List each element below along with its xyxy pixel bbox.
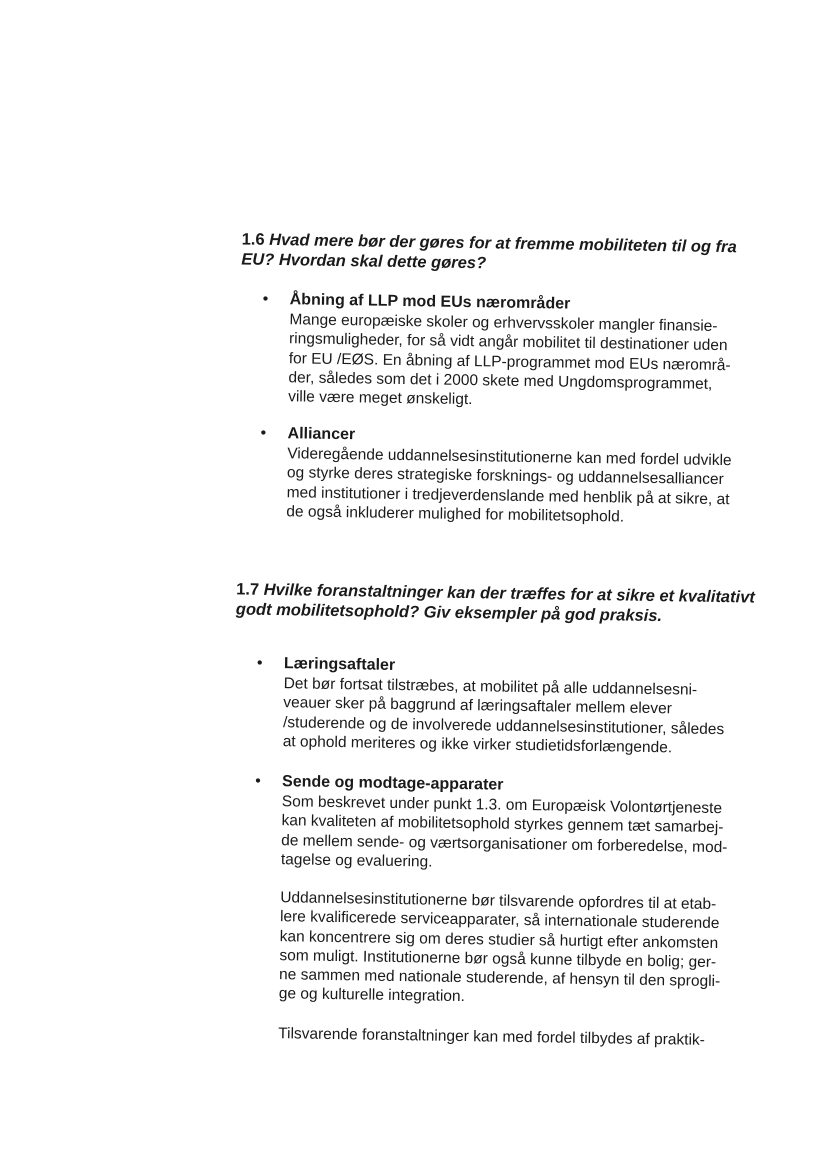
text-line: kan koncentrere sig om deres studier så hurtigt efter ankomsten	[279, 927, 719, 952]
question-text: EU? Hvordan skal dette gøres?	[241, 250, 487, 273]
text-line: ville være meget ønskeligt.	[288, 388, 473, 409]
bullet-item-laeringsaftaler	[256, 654, 777, 757]
item-paragraph	[278, 1024, 705, 1050]
item-paragraph	[283, 674, 725, 758]
text-line: veauer sker på baggrund af læringsaftaler mellem elever	[283, 694, 673, 718]
item-paragraph	[288, 310, 731, 413]
text-line: med institutioner i tredjeverdenslande med henblik på at sikre, at	[286, 483, 730, 508]
item-title: Åbning af LLP mod EUs nærområder	[289, 291, 571, 313]
bullet-item-llp	[262, 290, 783, 409]
text-line: ge og kulturelle integration.	[278, 985, 466, 1006]
item-paragraph	[286, 444, 732, 528]
section-number: 1.6	[241, 230, 265, 249]
question-text: Hvad mere bør der gøres for at fremme mobiliteten til og fra	[269, 230, 737, 257]
text-line: og styrke deres strategiske forsknings- og uddannelsesalliancer	[286, 464, 724, 489]
text-line: som muligt. Institutionerne bør også kunne tilbyde en bolig; ger-	[279, 947, 717, 971]
text-line: de mellem sende- og værtsorganisationer om forberedelse, mod-	[281, 831, 728, 856]
bullet-icon: •	[260, 424, 267, 442]
text-line: Tilsvarende foranstaltninger kan med fordel tilbydes af praktik-	[278, 1025, 706, 1049]
section-heading-1-6	[241, 229, 782, 277]
text-line: lere kvalificerede serviceapparater, så internationale studerende	[279, 908, 720, 933]
bullet-item-alliancer	[260, 424, 781, 526]
text-line: for EU /EØS. En åbning af LLP-programmet mod EUs nærområ-	[288, 349, 731, 374]
item-title: Læringsaftaler	[283, 655, 396, 674]
text-line: Uddannelsesinstitutionerne bør tilsvarende opfordres til at etab-	[280, 889, 717, 914]
text-line: ringsmuligheder, for så vidt angår mobilitet til destinationer uden	[288, 330, 728, 355]
bullet-icon: •	[262, 290, 269, 308]
section-number: 1.7	[236, 580, 260, 599]
item-title: Sende og modtage-apparater	[281, 773, 504, 794]
text-line: /studerende og de involverede uddannelsesinstitutioner, således	[282, 713, 725, 738]
section-heading-1-7	[236, 579, 777, 627]
question-text: godt mobilitetsophold? Giv eksempler på god praksis.	[235, 600, 663, 626]
item-paragraph	[279, 888, 722, 1011]
text-line: der, således som det i 2000 skete med Ungdomsprogrammet,	[288, 369, 713, 393]
text-line: ne sammen med nationale studerende, af hensyn til den sprogli-	[278, 966, 721, 991]
text-line: at ophold meriteres og ikke virker studietidsforlængende.	[282, 733, 673, 757]
bullet-icon: •	[256, 654, 263, 672]
text-line: kan kvaliteten af mobilitetsophold styrkes gennem tæt samarbej-	[281, 812, 724, 837]
bullet-item-sende-modtage	[255, 772, 775, 1049]
item-title: Alliancer	[287, 425, 356, 444]
text-line: Videregående uddannelsesinstitutionerne kan med fordel udvikle	[287, 445, 732, 470]
item-paragraph	[281, 792, 728, 876]
text-line: de også inkluderer mulighed for mobilitetsophold.	[286, 503, 625, 526]
text-line: Mange europæiske skoler og erhvervsskoler mangler finansie-	[289, 311, 718, 335]
text-line: Som beskrevet under punkt 1.3. om Europæisk Volontørtjeneste	[281, 793, 723, 818]
text-line: Det bør fortsat tilstræbes, at mobilitet på alle uddannelsesni-	[283, 675, 698, 699]
question-text: Hvilke foranstaltninger kan der træffes for at sikre et kvalitativt	[263, 580, 755, 607]
text-line: tagelse og evaluering.	[280, 851, 433, 871]
bullet-icon: •	[255, 772, 261, 790]
